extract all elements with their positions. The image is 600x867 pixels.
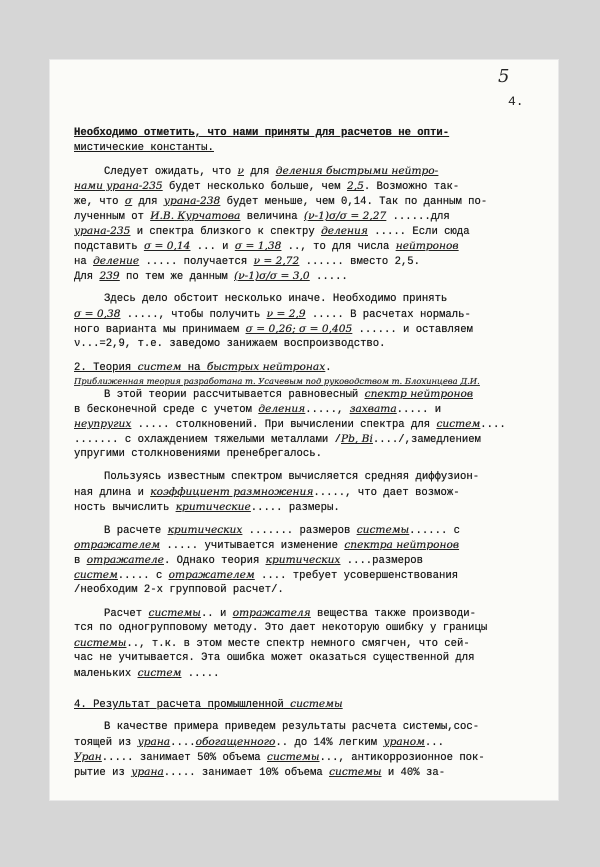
handwritten-insert: коэффициент размножения [150,486,314,498]
text-line [74,553,540,568]
typed-text: для [243,166,276,178]
typed-text: и спектра близкого к спектру [130,226,322,238]
typed-text: ..... занимает 50% объема [101,752,268,764]
typed-text: ....., [305,404,350,416]
text-line [74,141,540,156]
handwritten-insert: Pb, Bi [341,433,373,445]
typed-text: тся по одногрупповому методу. Это дает некоторую ошибку у границы [74,622,488,634]
handwritten-insert: систем [436,418,481,430]
handwritten-insert: быстрых нейтронах [206,361,326,373]
text-line [74,269,540,284]
typed-text: ν [74,338,81,350]
typed-text: ..... получается [139,256,254,268]
typed-text: ... [424,737,444,749]
paragraph-gap [74,352,540,360]
handwritten-insert: ν = 2,9 [266,308,306,320]
typed-text: будет несколько больше, чем [162,181,347,193]
text-line [74,583,540,598]
typed-page-number: 4. [508,94,524,109]
handwritten-insert: (ν-1)σ/σ = 2,27 [303,210,387,222]
handwritten-insert: системы [329,766,382,778]
handwritten-insert: захвата [349,403,397,415]
text-line [74,666,540,681]
handwritten-page-number: 5 [498,66,510,87]
typed-text: ность вычислить [74,502,176,514]
typed-text: час не учитывается. Эта ошибка может оказаться существенной для [74,652,475,664]
paragraph-gap [74,156,540,164]
typed-text: . Однако теория [163,555,266,567]
typed-text: ...=2,9, т.е. заведомо занижаем воспроизводство. [80,338,386,350]
text-line [74,750,540,765]
typed-text: ..... столкновений. При вычислении спектра для [131,419,437,431]
text-line [74,417,540,432]
typed-text: в [74,555,87,567]
handwritten-insert: нами урана-235 [74,180,163,192]
paragraph-gap [74,712,540,720]
handwritten-insert: урана-235 [74,225,131,237]
text-line [74,500,540,515]
handwritten-insert: деления [321,225,368,237]
typed-text: ....... с охлаждением тяжелыми металлами / [74,434,342,446]
typed-text: ....., что дает возмож- [313,487,460,499]
typed-text: величина [240,211,304,223]
typed-text: ......для [386,211,450,223]
typed-text: в бесконечной среде с учетом [74,404,259,416]
handwritten-insert: нейтронов [395,240,459,252]
handwritten-insert: отражателя [232,607,311,619]
handwritten-insert: ураном [383,736,425,748]
paragraph-gap [74,284,540,292]
typed-text: ..... и [396,404,442,416]
text-line [74,470,540,485]
text-line [74,402,540,417]
handwritten-insert: систем [137,361,182,373]
handwritten-insert: критических [265,554,341,566]
typed-text: . [325,362,332,374]
handwritten-insert: системы [356,524,410,536]
handwritten-insert: спектр нейтронов [364,388,473,400]
typed-text: 4. Результат расчета промышленной [74,699,291,711]
typed-text: ....... размеров [242,525,357,537]
typed-text: Необходимо отметить, что нами приняты для расчетов не опти- [74,127,450,139]
handwritten-insert: отражателем [168,569,255,581]
document-body [74,126,540,780]
typed-text: вещества также производи- [310,608,476,620]
handwritten-insert: обогащенного [195,736,276,748]
text-line [74,126,540,141]
handwritten-insert: системы [74,637,127,649]
typed-text: В качестве примера приведем результаты расчета системы,сос- [104,721,480,733]
text-line [74,164,540,179]
handwritten-insert: системы [290,698,343,710]
typed-text: ..../,замедлением [372,434,481,446]
typed-text: маленьких [74,668,138,680]
typed-text: ..., антикоррозионное пок- [319,752,485,764]
text-line [74,720,540,735]
text-line [74,387,540,402]
typed-text: ...... с [409,525,461,537]
typed-text: В расчете [104,525,168,537]
handwritten-insert: отражателе [86,554,164,566]
handwritten-insert: 239 [99,270,120,282]
text-line [74,523,540,538]
text-line [74,765,540,780]
text-line [74,360,540,375]
text-line [74,651,540,666]
typed-text: .., т.к. в этом месте спектр немного смягчен, что сей- [126,638,470,650]
handwritten-insert: И.В. Курчатова [150,210,241,222]
handwritten-insert: σ = 0,14 [143,240,191,252]
typed-text: по тем же данным [119,271,235,283]
typed-text: ного варианта мы принимаем [74,324,246,336]
handwritten-insert: деления [258,403,306,415]
typed-text: Для [74,271,100,283]
typed-text: Здесь дело обстоит несколько иначе. Необходимо принять [104,293,448,305]
typed-text: ..... размеры. [250,502,340,514]
typed-text: ..... занимает 10% объема [163,767,330,779]
typed-text: тоящей из [74,737,138,749]
typed-text: .... [480,419,506,431]
typed-text: упругими столкновениями пренебрегалось. [74,448,322,460]
handwritten-insert: системы [267,751,320,763]
typed-text: ....., чтобы получить [120,309,267,321]
typed-text: подставить [74,241,144,253]
text-line [74,606,540,621]
paragraph-gap [74,689,540,697]
typed-text: ... и [190,241,235,253]
text-line [74,209,540,224]
typed-text: .., то для числа [281,241,396,253]
text-line [74,292,540,307]
handwritten-note: Приближенная теория разработана т. Усачевым под руководством т. Блохинцева Д.И. [74,376,480,386]
handwritten-insert: отражателем [74,539,160,551]
typed-text: /необходим 2-х групповой расчет/. [74,584,284,596]
handwritten-insert: деления быстрыми нейтро- [275,165,439,177]
handwritten-insert: систем [137,667,182,679]
typed-text: . Возможно так- [363,181,460,193]
typed-text: ..... с [117,570,169,582]
typed-text: для [132,196,164,208]
handwritten-insert: урана [131,766,164,778]
typed-text: лученным от [74,211,151,223]
handwritten-insert: σ = 0,38 [74,308,121,320]
paragraph-gap [74,462,540,470]
typed-text: Следует ожидать, что [104,166,238,178]
handwritten-insert: урана [137,736,171,748]
typed-text: ..... Если сюда [367,226,470,238]
typed-text: будет меньше, чем 0,14. Так по данным по- [220,196,488,208]
handwritten-insert: систем [74,569,118,581]
typed-text: ..... [309,271,348,283]
typed-text: Расчет [104,608,149,620]
text-line [74,179,540,194]
text-line [74,485,540,500]
paragraph-gap [74,681,540,689]
handwritten-insert: σ [124,195,133,207]
typed-text: мистические константы. [74,142,214,154]
typed-text: ...... вместо 2,5. [299,256,421,268]
typed-text: В этой теории рассчитывается равновесный [104,389,365,401]
handwritten-insert: неупругих [74,418,132,430]
typed-text: же, что [74,196,125,208]
typed-text: на [181,362,207,374]
typed-text: 2. Теория [74,362,138,374]
handwritten-insert: Уран [74,751,102,763]
handwritten-insert: σ = 0,26; σ = 0,405 [245,323,353,335]
handwritten-insert: системы [148,607,201,619]
handwritten-insert: (ν-1)σ/σ = 3,0 [234,270,310,282]
typed-text: ..... учитывается изменение [160,540,345,552]
text-line [74,224,540,239]
text-line [74,432,540,447]
handwritten-insert: σ = 1,38 [234,240,282,252]
typed-text: ная длина и [74,487,151,499]
text-line [74,254,540,269]
typed-text: .... требует усовершенствования [254,570,459,582]
handwritten-insert: критические [175,501,251,513]
text-line [74,447,540,462]
handwritten-insert: критических [167,524,243,536]
typed-text: ...... и оставляем [352,324,473,336]
typed-text: Пользуясь известным спектром вычисляется средняя диффузион- [104,471,480,483]
handwritten-insert: спектра нейтронов [344,539,460,551]
text-line [74,337,540,352]
text-line [74,621,540,636]
typed-text: .. и [200,608,233,620]
text-line [74,239,540,254]
text-line [74,636,540,651]
typed-text: на [74,256,94,268]
typed-text: ..... [181,668,220,680]
paragraph-gap [74,598,540,606]
text-line [74,735,540,750]
text-line [74,538,540,553]
text-line [74,568,540,583]
typed-text: рытие из [74,767,132,779]
text-line [74,194,540,209]
typed-text: ..... В расчетах нормаль- [305,309,471,321]
handwritten-insert: ν [237,165,244,177]
handwritten-insert: 2,5 [346,180,364,192]
typed-text: .... [170,737,196,749]
text-line [74,322,540,337]
document-page [50,60,558,800]
paragraph-gap [74,515,540,523]
handwritten-insert: деление [93,255,140,267]
text-line [74,697,540,712]
typed-text: и 40% за- [381,767,446,779]
handwritten-insert: урана-238 [163,195,221,207]
text-line [74,307,540,322]
typed-text: ....размеров [340,555,424,567]
handwritten-insert: ν = 2,72 [253,255,300,267]
typed-text: .. до 14% легким [275,737,384,749]
